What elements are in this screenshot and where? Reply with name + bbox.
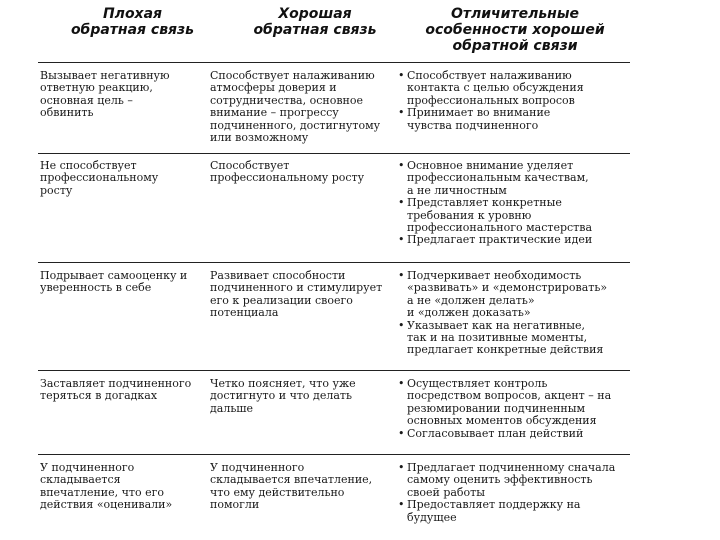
feature-item <box>398 107 630 119</box>
row-3-bad-cell <box>40 270 205 295</box>
row-5-features-cell <box>398 462 630 524</box>
cell-line: профессиональному росту <box>210 171 365 185</box>
row-4-good-cell <box>210 378 400 415</box>
feature-line: а не «должен делать» <box>407 293 535 307</box>
feature-item <box>398 428 630 440</box>
feature-line: Согласовывает план действий <box>407 426 584 440</box>
cell-line: атмосферы доверия и <box>210 81 337 95</box>
cell-line: потенциала <box>210 306 279 320</box>
cell-line: сотрудничества, основное <box>210 93 363 107</box>
cell-line: Вызывает негативную <box>40 69 170 82</box>
feature-line: резюмировании подчиненным <box>407 401 586 415</box>
cell-line: складывается впечатление, <box>210 473 373 487</box>
row-2-bad-cell <box>40 160 205 197</box>
row-divider <box>38 370 630 371</box>
feature-line: Принимает во внимание <box>407 106 551 120</box>
cell-line: профессиональному <box>40 171 159 185</box>
feature-line: Осуществляет контроль <box>407 377 548 390</box>
row-1-features-cell <box>398 70 630 132</box>
header-divider <box>38 62 630 63</box>
row-3-good-cell <box>210 270 400 320</box>
row-divider <box>38 153 630 154</box>
header-distinctive-features <box>400 6 630 54</box>
cell-line: теряться в догадках <box>40 389 158 403</box>
cell-line: уверенность в себе <box>40 281 152 295</box>
header-good-feedback <box>210 6 420 38</box>
row-4-features-cell <box>398 378 630 440</box>
cell-line: росту <box>40 183 73 197</box>
bullet-icon: • <box>398 196 405 210</box>
row-2-good-cell <box>210 160 400 185</box>
feature-line: Представляет конкретные <box>407 196 562 210</box>
row-5-good-cell <box>210 462 400 512</box>
feature-line: Способствует налаживанию <box>407 69 572 82</box>
cell-line: У подчиненного <box>210 461 305 474</box>
cell-line: складывается <box>40 473 121 487</box>
cell-line: Способствует налаживанию <box>210 69 375 82</box>
row-4-bad-cell <box>40 378 205 403</box>
cell-line: ответную реакцию, <box>40 81 153 95</box>
bullet-icon: • <box>398 159 405 172</box>
feature-line: Предоставляет поддержку на <box>407 498 581 512</box>
feature-line: контакта с целью обсуждения <box>407 81 584 95</box>
feature-item <box>398 499 630 511</box>
cell-line: или возможному <box>210 131 309 145</box>
header-line: обратная связь <box>253 22 377 38</box>
row-2-features-cell <box>398 160 630 247</box>
row-5-bad-cell <box>40 462 205 512</box>
feature-item <box>398 234 630 246</box>
row-divider <box>38 454 630 455</box>
header-line: Хорошая <box>278 6 352 22</box>
feature-line: профессиональным качествам, <box>407 171 589 185</box>
feature-line: посредством вопросов, акцент – на <box>407 389 612 403</box>
cell-line: достигнуто и что делать <box>210 389 352 403</box>
feature-line: и «должен доказать» <box>407 306 531 320</box>
feature-line: своей работы <box>407 485 485 499</box>
cell-line: что ему действительно <box>210 485 345 499</box>
cell-line: внимание – прогрессу <box>210 106 339 120</box>
row-1-bad-cell <box>40 70 205 120</box>
cell-line: Четко поясняет, что уже <box>210 377 356 390</box>
cell-line: его к реализации своего <box>210 293 353 307</box>
feature-line: Основное внимание уделяет <box>407 159 574 172</box>
feature-line: профессиональных вопросов <box>407 93 575 107</box>
feature-line: требования к уровню <box>407 208 532 222</box>
cell-line: Подрывает самооценку и <box>40 269 188 282</box>
cell-line: обвинить <box>40 106 94 120</box>
header-bad-feedback <box>40 6 225 38</box>
bullet-icon: • <box>398 498 405 512</box>
header-line: обратной связи <box>452 38 578 54</box>
feature-line: чувства подчиненного <box>407 118 539 132</box>
cell-line: Заставляет подчиненного <box>40 377 192 390</box>
bullet-icon: • <box>398 461 405 474</box>
cell-line: Не способствует <box>40 159 137 172</box>
feature-line: «развивать» и «демонстрировать» <box>407 281 608 295</box>
feature-line: предлагает конкретные действия <box>407 343 604 357</box>
feature-item <box>398 197 630 209</box>
feature-line: основных моментов обсуждения <box>407 414 597 428</box>
row-divider <box>38 262 630 263</box>
feature-line: а не личностным <box>407 183 507 197</box>
feature-line: так и на позитивные моменты, <box>407 331 588 345</box>
header-line: особенности хорошей <box>425 22 605 38</box>
cell-line: впечатление, что его <box>40 485 164 499</box>
bullet-icon: • <box>398 233 405 247</box>
cell-line: Развивает способности <box>210 269 346 282</box>
header-line: Отличительные <box>450 6 580 22</box>
feature-line: профессионального мастерства <box>407 221 593 235</box>
header-line: обратная связь <box>70 22 195 38</box>
cell-line: дальше <box>210 401 254 415</box>
cell-line: Способствует <box>210 159 290 172</box>
feature-line: самому оценить эффективность <box>407 473 593 487</box>
bullet-icon: • <box>398 69 405 82</box>
bullet-icon: • <box>398 318 405 332</box>
bullet-icon: • <box>398 426 405 440</box>
cell-line: У подчиненного <box>40 461 135 474</box>
row-1-good-cell <box>210 70 400 144</box>
cell-line: действия «оценивали» <box>40 498 173 512</box>
feature-line: Подчеркивает необходимость <box>407 269 582 282</box>
feature-line: будущее <box>407 510 457 524</box>
bullet-icon: • <box>398 377 405 390</box>
cell-line: помогли <box>210 498 260 512</box>
cell-line: основная цель – <box>40 93 133 107</box>
feature-line: Указывает как на негативные, <box>407 318 586 332</box>
feature-line: Предлагает практические идеи <box>407 233 593 247</box>
bullet-icon: • <box>398 106 405 120</box>
bullet-icon: • <box>398 269 405 282</box>
feature-line: Предлагает подчиненному сначала <box>407 461 616 474</box>
cell-line: подчиненного, достигнутому <box>210 118 381 132</box>
header-line: Плохая <box>102 6 163 22</box>
cell-line: подчиненного и стимулирует <box>210 281 383 295</box>
row-3-features-cell <box>398 270 630 357</box>
